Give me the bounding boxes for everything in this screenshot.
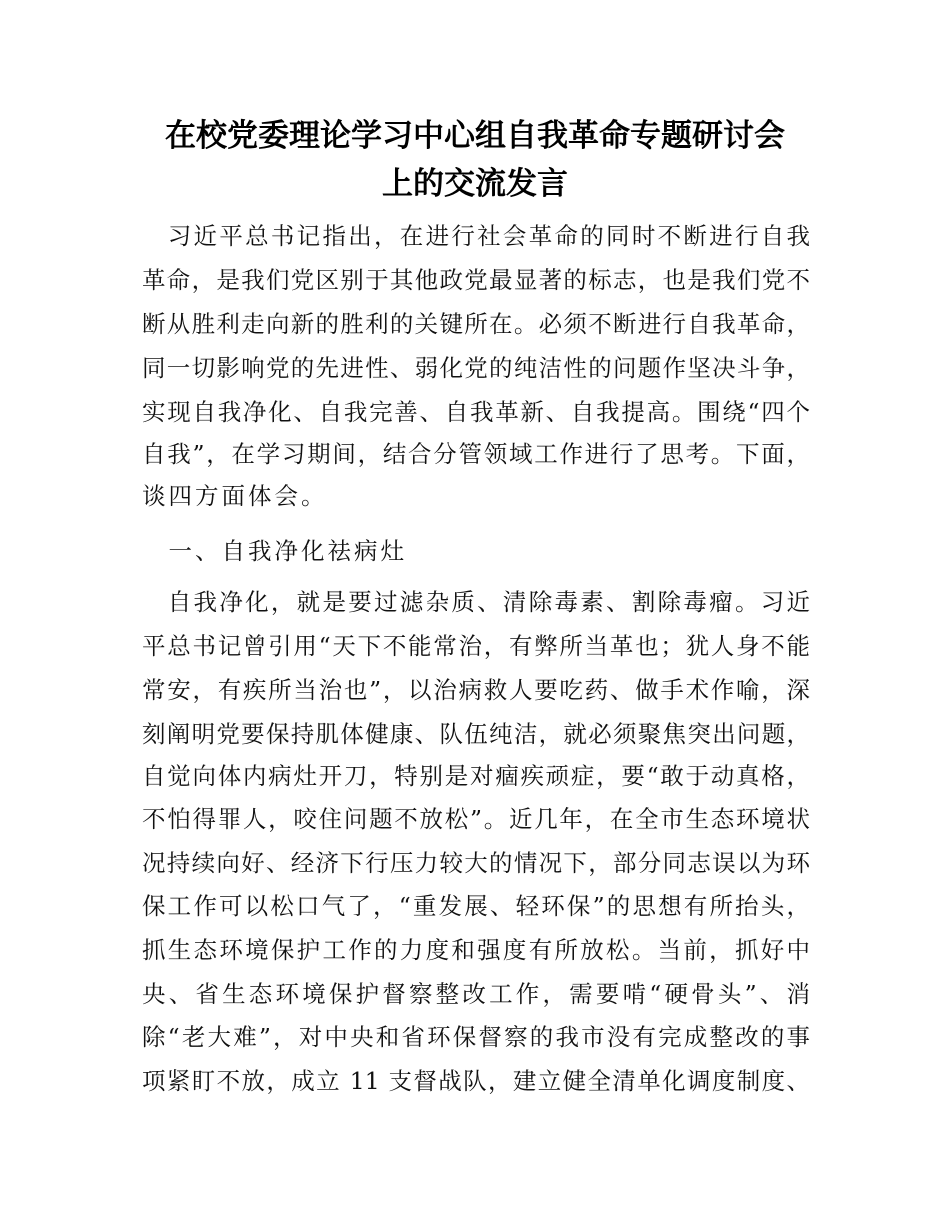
text-line: 常安，有疾所当治也”，以治病救人要吃药、做手术作喻，深 <box>142 676 810 704</box>
text-line: 项紧盯不放，成立 11 支督战队，建立健全清单化调度制度、 <box>142 1067 810 1095</box>
document-title <box>120 112 830 208</box>
text-line: 除“老大难”，对中央和省环保督察的我市没有完成整改的事 <box>142 1023 810 1051</box>
text-line: 保工作可以松口气了，“重发展、轻环保”的思想有所抬头， <box>142 892 810 920</box>
text-line: 抓生态环境保护工作的力度和强度有所放松。当前，抓好中 <box>142 936 810 964</box>
text-line: 自我”，在学习期间，结合分管领域工作进行了思考。下面， <box>142 440 810 468</box>
text-line: 同一切影响党的先进性、弱化党的纯洁性的问题作坚决斗争， <box>142 354 810 382</box>
text-line: 央、省生态环境保护督察整改工作，需要啃“硬骨头”、消 <box>142 980 810 1008</box>
title-line-2: 上的交流发言 <box>382 166 568 202</box>
section-heading: 一、自我净化祛病灶 <box>142 537 407 565</box>
text-line: 不怕得罪人，咬住问题不放松”。近几年，在全市生态环境状 <box>142 805 810 833</box>
text-line: 谈四方面体会。 <box>142 482 328 510</box>
text-line: 习近平总书记指出，在进行社会革命的同时不断进行自我 <box>142 222 810 250</box>
text-line: 实现自我净化、自我完善、自我革新、自我提高。围绕“四个 <box>142 398 810 426</box>
text-line: 况持续向好、经济下行压力较大的情况下，部分同志误以为环 <box>142 849 810 877</box>
text-line: 革命，是我们党区别于其他政党最显著的标志，也是我们党不 <box>142 266 810 294</box>
text-line: 自觉向体内病灶开刀，特别是对痼疾顽症，要“敢于动真格， <box>142 762 810 790</box>
text-line: 断从胜利走向新的胜利的关键所在。必须不断进行自我革命， <box>142 310 810 338</box>
title-line-1: 在校党委理论学习中心组自我革命专题研讨会 <box>165 118 785 154</box>
text-line: 刻阐明党要保持肌体健康、队伍纯洁，就必须聚焦突出问题， <box>142 720 810 748</box>
text-line: 自我净化，就是要过滤杂质、清除毒素、割除毒瘤。习近 <box>142 588 810 616</box>
text-line: 平总书记曾引用“天下不能常治，有弊所当革也；犹人身不能 <box>142 632 810 660</box>
